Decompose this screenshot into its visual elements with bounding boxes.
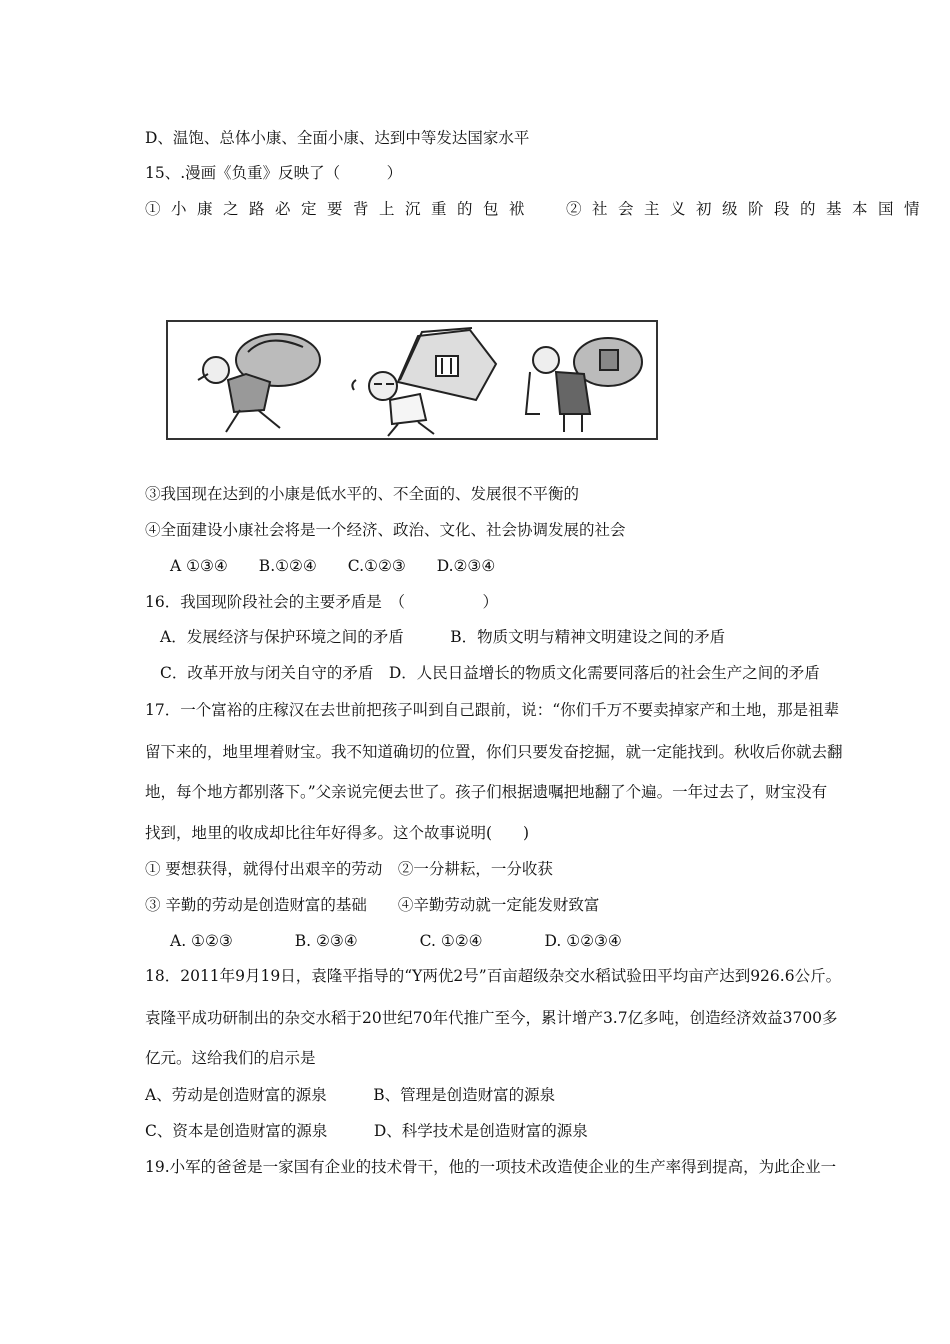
q18-text-line-3: 亿元。这给我们的启示是: [145, 1049, 316, 1067]
q17-text-line-1: 17．一个富裕的庄稼汉在去世前把孩子叫到自己跟前，说：“你们千万不要卖掉家产和土地，那是祖辈: [145, 701, 840, 719]
q18-options-cd: C、资本是创造财富的源泉 D、科学技术是创造财富的源泉: [145, 1122, 588, 1140]
q18-text-line-1: 18．2011年9月19日，袁隆平指导的“Y两优2号”百亩超级杂交水稻试验田平均亩产达到926.6公斤。: [145, 967, 842, 985]
q17-text-line-2: 留下来的，地里埋着财宝。我不知道确切的位置，你们只要发奋挖掘，就一定能找到。秋收后你就去翻: [145, 743, 843, 761]
q15-option-3: ③我国现在达到的小康是低水平的、不全面的、发展很不平衡的: [145, 485, 580, 503]
q17-options-12: ① 要想获得，就得付出艰辛的劳动 ②一分耕耘，一分收获: [145, 860, 553, 878]
q16-stem: 16．我国现阶段社会的主要矛盾是 （ ）: [145, 593, 498, 611]
q18-options-ab: A、劳动是创造财富的源泉 B、管理是创造财富的源泉: [145, 1086, 556, 1104]
cartoon-illustration: [168, 322, 656, 438]
q15-option-2: ②社会主义初级阶段的基本国情: [566, 200, 931, 218]
q15-option-1: ①小康之路必定要背上沉重的包袱: [145, 200, 536, 218]
q14-option-d: D、温饱、总体小康、全面小康、达到中等发达国家水平: [145, 129, 530, 147]
q17-text-line-4: 找到，地里的收成却比往年好得多。这个故事说明( ): [145, 824, 530, 842]
q15-stem: 15、.漫画《负重》反映了（ ）: [145, 164, 403, 182]
q16-options-ab: A．发展经济与保护环境之间的矛盾 B．物质文明与精神文明建设之间的矛盾: [160, 628, 726, 646]
figure-old-man: [526, 338, 642, 432]
q15-option-4: ④全面建设小康社会将是一个经济、政治、文化、社会协调发展的社会: [145, 521, 626, 539]
figure-young-man: [198, 334, 320, 432]
cartoon-burden: [166, 320, 658, 440]
q17-text-line-3: 地，每个地方都别落下。”父亲说完便去世了。孩子们根据遗嘱把地翻了个遍。一年过去了，财宝没有: [145, 783, 828, 801]
q16-options-cd: C．改革开放与闭关自守的矛盾 D．人民日益增长的物质文化需要同落后的社会生产之间的矛盾: [160, 664, 820, 682]
q19-text-line-1: 19.小军的爸爸是一家国有企业的技术骨干，他的一项技术改造使企业的生产率得到提高，为此企业一: [145, 1158, 837, 1176]
q17-choices: A. ①②③ B. ②③④ C. ①②④ D. ①②③④: [170, 932, 622, 950]
q15-choices: A ①③④ B.①②④ C.①②③ D.②③④: [170, 557, 496, 575]
figure-man-with-house: [352, 328, 496, 436]
q18-text-line-2: 袁隆平成功研制出的杂交水稻于20世纪70年代推广至今，累计增产3.7亿多吨，创造经济效益3700多: [145, 1009, 838, 1027]
q17-options-34: ③ 辛勤的劳动是创造财富的基础 ④辛勤劳动就一定能发财致富: [145, 896, 600, 914]
